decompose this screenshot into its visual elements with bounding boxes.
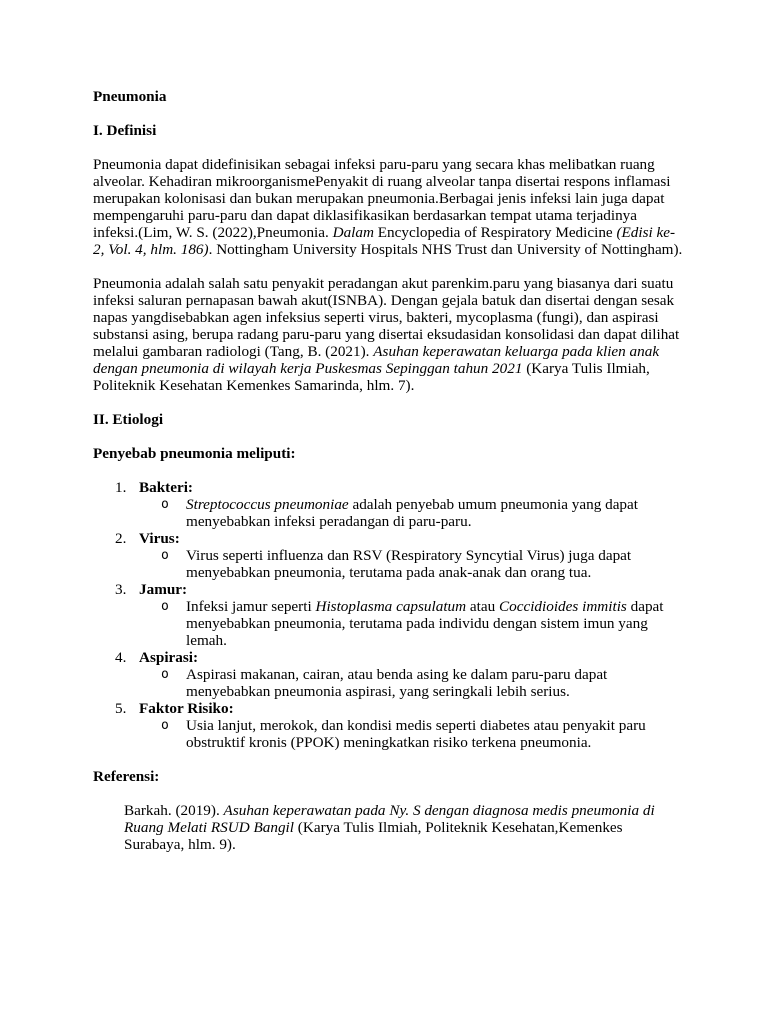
definisi-paragraph-2	[93, 275, 683, 394]
detail-list	[139, 666, 683, 700]
text-run: Barkah. (2019).	[124, 802, 224, 819]
text-run: Aspirasi makanan, cairan, atau benda asing ke dalam paru-paru dapat menyebabkan pneumonia aspirasi, yang seringkali lebih serius.	[186, 666, 608, 700]
text-run: Virus seperti influenza dan RSV (Respiratory Syncytial Virus) juga dapat menyebabkan pneumonia, terutama pada anak-anak dan orang tua.	[186, 547, 632, 581]
list-item-virus	[93, 530, 683, 581]
text-run: Encyclopedia of Respiratory Medicine	[373, 224, 617, 241]
list-item-jamur	[93, 581, 683, 649]
bullet-icon: o	[161, 718, 169, 733]
text-run: . Nottingham University Hospitals NHS Trust dan University of Nottingham).	[208, 241, 683, 258]
detail-list	[139, 598, 683, 649]
bullet-icon: o	[161, 667, 169, 682]
bullet-icon: o	[161, 599, 169, 614]
heading-etiologi: II. Etiologi	[93, 411, 164, 428]
heading-definisi: I. Definisi	[93, 122, 157, 139]
detail-item	[139, 598, 683, 649]
bullet-icon: o	[161, 548, 169, 563]
list-item-label: Faktor Risiko:	[139, 700, 234, 717]
detail-item	[139, 547, 683, 581]
text-run: adalah penyebab umum pneumonia yang dapat menyebabkan infeksi peradangan di paru-paru.	[186, 496, 638, 530]
italic-run: (Edisi ke-2, Vol. 4, hlm. 186)	[93, 224, 676, 258]
list-number: 4.	[115, 649, 127, 666]
text-run: Usia lanjut, merokok, dan kondisi medis seperti diabetes atau penyakit paru obstruktif kronis (PPOK) meningkatkan risiko terkena pneumonia.	[186, 717, 646, 751]
list-item-aspirasi	[93, 649, 683, 700]
detail-item	[139, 717, 683, 751]
italic-run: Dalam	[332, 224, 374, 241]
document-title: Pneumonia	[93, 88, 167, 105]
detail-item	[139, 666, 683, 700]
cause-list	[93, 479, 683, 751]
text-run: Pneumonia adalah salah satu penyakit peradangan akut parenkim.paru yang biasanya dari suatu infeksi saluran pernapasan bawah akut(ISNBA). Dengan gejala batuk dan disertai dengan sesak napas yangdisebabkan agen infeksius seperti virus, bakteri, mycoplasma (fungi), dan aspirasi substansi asing, berupa radang paru-paru yang disertai eksudasidan konsolidasi dan dapat dilihat melalui gambaran radiologi (Tang, B. (2021).	[93, 275, 680, 360]
text-run: (Karya Tulis Ilmiah, Politeknik Kesehatan,Kemenkes Surabaya, hlm. 9).	[124, 819, 623, 853]
text-run: (Karya Tulis Ilmiah, Politeknik Kesehatan Kemenkes Samarinda, hlm. 7).	[93, 360, 650, 394]
italic-run: Asuhan keperawatan keluarga pada klien anak dengan pneumonia di wilayah kerja Puskesmas Sepinggan tahun 2021	[93, 343, 660, 377]
reference-entry	[124, 802, 684, 853]
etiologi-subheading: Penyebab pneumonia meliputi:	[93, 445, 296, 462]
bullet-icon: o	[161, 497, 169, 512]
text-run: Pneumonia dapat didefinisikan sebagai infeksi paru-paru yang secara khas melibatkan ruang alveolar. Kehadiran mikroorganismePenyakit di ruang alveolar tanpa disertai respons inflamasi merupakan kolonisasi dan bukan merupakan pneumonia.Berbagai jenis infeksi lain juga dapat mempengaruhi paru-paru dan dapat diklasifikasikan berdasarkan tempat utama terjadinya infeksi.(Lim, W. S. (2022),Pneumonia.	[93, 156, 671, 241]
list-item-label: Jamur:	[139, 581, 188, 598]
italic-run: Histoplasma capsulatum	[315, 598, 467, 615]
text-run: Infeksi jamur seperti	[186, 598, 316, 615]
italic-run: Coccidioides immitis	[499, 598, 627, 615]
italic-run: Asuhan keperawatan pada Ny. S dengan diagnosa medis pneumonia di Ruang Melati RSUD Bangil	[124, 802, 655, 836]
document-page	[93, 88, 683, 853]
italic-run: Streptococcus pneumoniae	[186, 496, 349, 513]
detail-list	[139, 547, 683, 581]
list-number: 2.	[115, 530, 127, 547]
definisi-paragraph-1	[93, 156, 683, 258]
detail-list	[139, 496, 683, 530]
list-item-label: Bakteri:	[139, 479, 193, 496]
list-number: 5.	[115, 700, 127, 717]
list-number: 1.	[115, 479, 127, 496]
list-item-faktor-risiko	[93, 700, 683, 751]
list-item-label: Aspirasi:	[139, 649, 199, 666]
heading-referensi: Referensi:	[93, 768, 160, 785]
list-item-bakteri	[93, 479, 683, 530]
list-number: 3.	[115, 581, 127, 598]
list-item-label: Virus:	[139, 530, 180, 547]
detail-item	[139, 496, 683, 530]
text-run: dapat menyebabkan pneumonia, terutama pada individu dengan sistem imun yang lemah.	[186, 598, 664, 649]
detail-list	[139, 717, 683, 751]
text-run: atau	[466, 598, 499, 615]
